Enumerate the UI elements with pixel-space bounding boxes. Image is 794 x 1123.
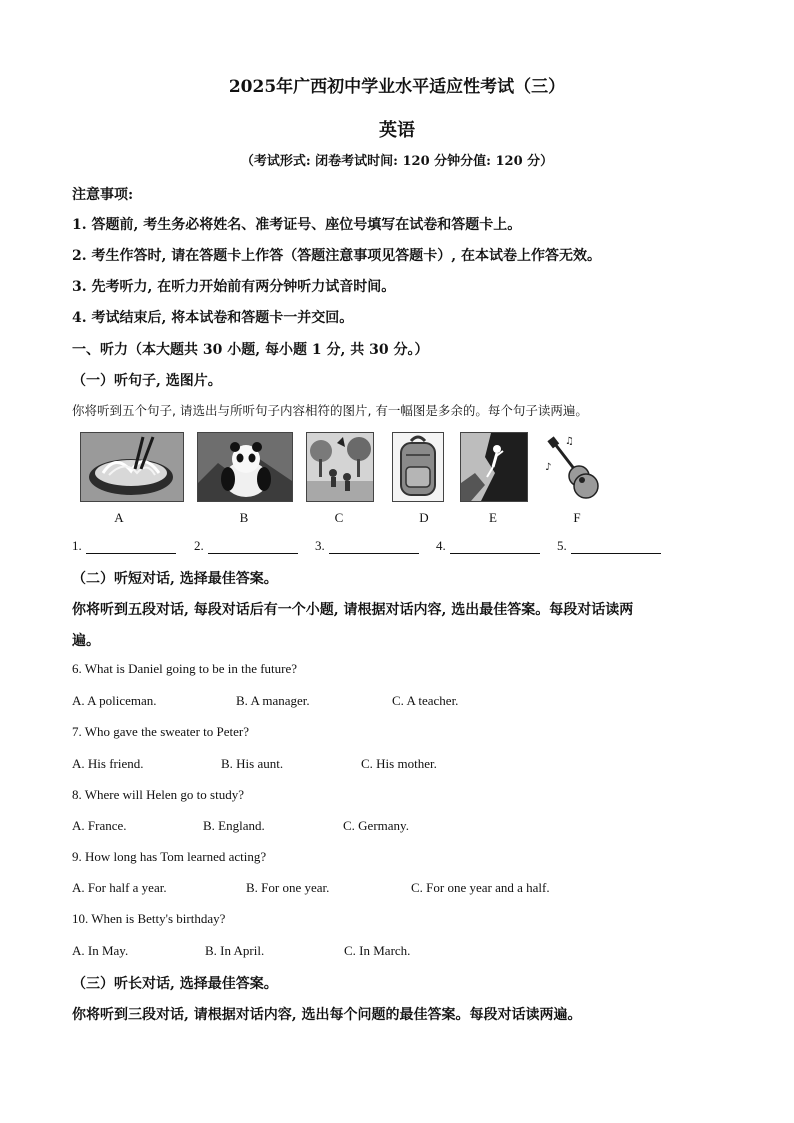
q8-option-c[interactable]: C. Germany. bbox=[343, 818, 409, 833]
q9-option-a[interactable]: A. For half a year. bbox=[72, 880, 167, 895]
q8-option-b[interactable]: B. England. bbox=[203, 818, 265, 833]
backpack-icon bbox=[393, 433, 443, 501]
picture-label-c: C bbox=[334, 510, 344, 525]
question-6: 6. What is Daniel going to be in the future? bbox=[72, 661, 298, 676]
q10-option-a[interactable]: A. In May. bbox=[72, 943, 129, 958]
picture-label-b: B bbox=[239, 510, 249, 525]
guitar-icon bbox=[541, 432, 599, 500]
answer-blank-5[interactable] bbox=[557, 538, 661, 554]
picture-label-f: F bbox=[573, 510, 581, 525]
rock-climbing-icon bbox=[461, 433, 527, 501]
exam-title: 2025年广西初中学业水平适应性考试（三） bbox=[228, 77, 566, 97]
subject-title: 英语 bbox=[379, 120, 415, 141]
part2-instruction-line2: 遍。 bbox=[72, 633, 100, 649]
blank-line[interactable] bbox=[208, 541, 298, 554]
picture-b bbox=[197, 432, 293, 502]
picture-a bbox=[80, 432, 184, 502]
note-item-3: 3. 先考听力, 在听力开始前有两分钟听力试音时间。 bbox=[72, 279, 396, 295]
picture-label-a: A bbox=[114, 510, 124, 525]
q7-option-b[interactable]: B. His aunt. bbox=[221, 756, 284, 771]
part3-heading: （三）听长对话, 选择最佳答案。 bbox=[72, 976, 278, 992]
part1-heading: （一）听句子, 选图片。 bbox=[72, 373, 222, 389]
noodles-bowl-icon bbox=[81, 433, 183, 501]
blank-line[interactable] bbox=[86, 541, 176, 554]
answer-blank-4[interactable] bbox=[436, 538, 540, 554]
part1-instruction: 你将听到五个句子, 请选出与所听句子内容相符的图片, 有一幅图是多余的。每个句子读两遍。 bbox=[72, 403, 588, 418]
picture-label-e: E bbox=[489, 510, 497, 525]
picture-c bbox=[306, 432, 374, 502]
q9-option-c[interactable]: C. For one year and a half. bbox=[411, 880, 550, 895]
picture-label-d: D bbox=[419, 510, 429, 525]
part2-heading: （二）听短对话, 选择最佳答案。 bbox=[72, 571, 278, 587]
q8-option-a[interactable]: A. France. bbox=[72, 818, 127, 833]
note-item-2: 2. 考生作答时, 请在答题卡上作答（答题注意事项见答题卡）, 在本试卷上作答无效。 bbox=[72, 248, 601, 264]
note-item-1: 1. 答题前, 考生务必将姓名、准考证号、座位号填写在试卷和答题卡上。 bbox=[72, 217, 522, 233]
park-scene-icon bbox=[307, 433, 373, 501]
blank-line[interactable] bbox=[571, 541, 661, 554]
answer-blank-2[interactable] bbox=[194, 538, 298, 554]
blank-number: 2. bbox=[194, 538, 204, 553]
blank-line[interactable] bbox=[450, 541, 540, 554]
blank-number: 5. bbox=[557, 538, 567, 553]
picture-f bbox=[541, 432, 599, 500]
blank-number: 4. bbox=[436, 538, 446, 553]
q9-option-b[interactable]: B. For one year. bbox=[246, 880, 330, 895]
exam-info: （考试形式: 闭卷考试时间: 120 分钟分值: 120 分） bbox=[240, 154, 554, 169]
part2-instruction-line1: 你将听到五段对话, 每段对话后有一个小题, 请根据对话内容, 选出最佳答案。每段对话读两 bbox=[72, 602, 634, 618]
note-item-4: 4. 考试结束后, 将本试卷和答题卡一并交回。 bbox=[72, 310, 354, 326]
picture-d bbox=[392, 432, 444, 502]
svg-text:♫: ♫ bbox=[565, 436, 574, 447]
question-10: 10. When is Betty's birthday? bbox=[72, 911, 226, 926]
blank-line[interactable] bbox=[329, 541, 419, 554]
picture-e bbox=[460, 432, 528, 502]
q7-option-a[interactable]: A. His friend. bbox=[72, 756, 144, 771]
q10-option-c[interactable]: C. In March. bbox=[344, 943, 411, 958]
answer-blank-1[interactable] bbox=[72, 538, 176, 554]
q6-option-b[interactable]: B. A manager. bbox=[236, 693, 310, 708]
q10-option-b[interactable]: B. In April. bbox=[205, 943, 265, 958]
panda-icon bbox=[198, 433, 292, 501]
question-8: 8. Where will Helen go to study? bbox=[72, 787, 244, 802]
q7-option-c[interactable]: C. His mother. bbox=[361, 756, 437, 771]
q6-option-c[interactable]: C. A teacher. bbox=[392, 693, 459, 708]
section-heading: 一、听力（本大题共 30 小题, 每小题 1 分, 共 30 分。） bbox=[72, 342, 429, 358]
answer-blank-3[interactable] bbox=[315, 538, 419, 554]
blank-number: 1. bbox=[72, 538, 82, 553]
question-7: 7. Who gave the sweater to Peter? bbox=[72, 724, 249, 739]
question-9: 9. How long has Tom learned acting? bbox=[72, 849, 267, 864]
blank-number: 3. bbox=[315, 538, 325, 553]
notes-heading: 注意事项: bbox=[72, 187, 134, 203]
part3-instruction: 你将听到三段对话, 请根据对话内容, 选出每个问题的最佳答案。每段对话读两遍。 bbox=[72, 1007, 582, 1023]
q6-option-a[interactable]: A. A policeman. bbox=[72, 693, 157, 708]
svg-text:♪: ♪ bbox=[545, 462, 552, 473]
